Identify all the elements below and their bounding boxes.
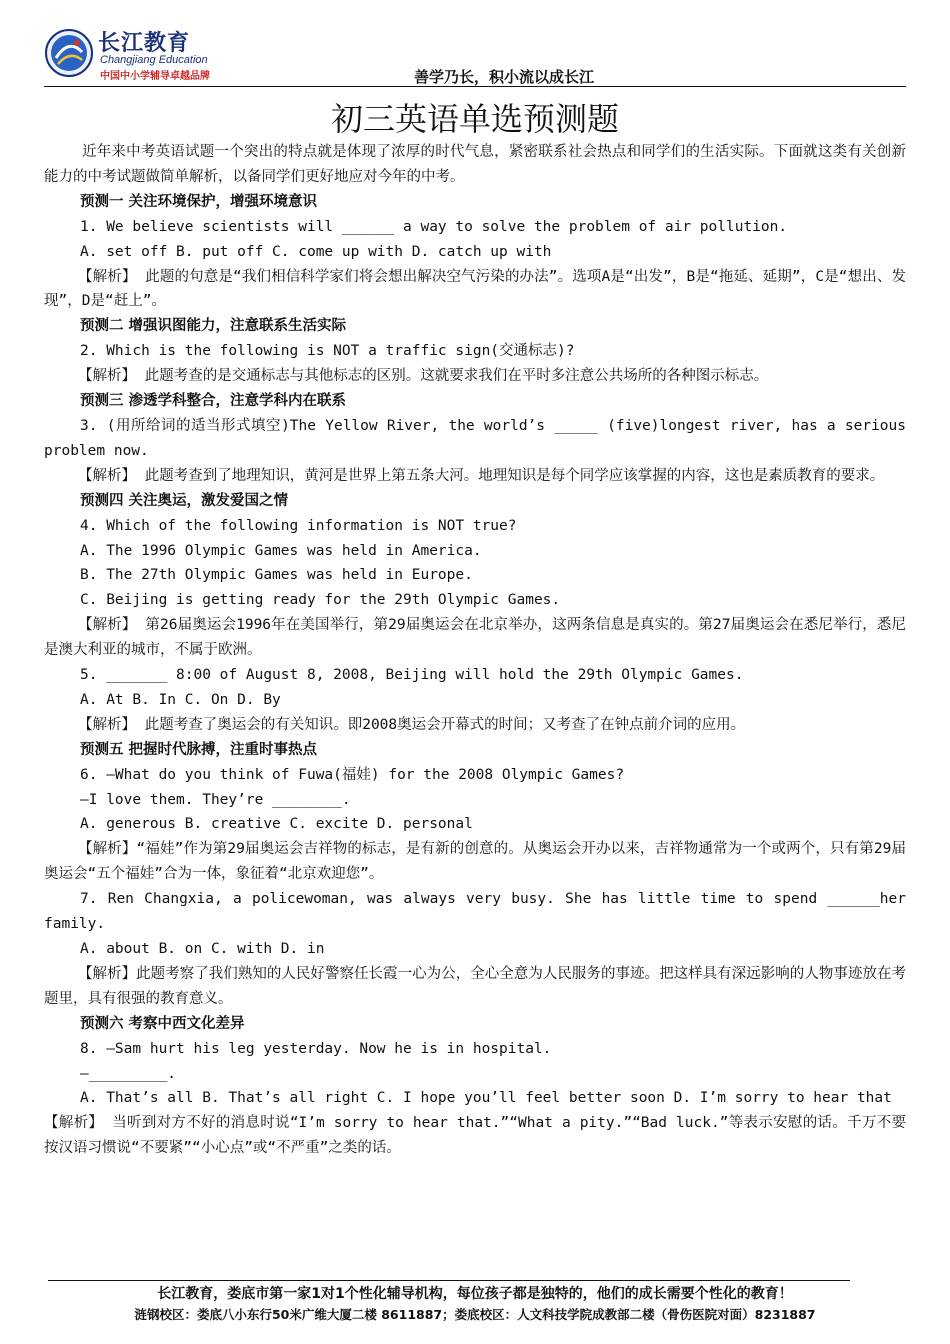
question-2: 2. Which is the following is NOT a traffic sign(交通标志)? [80, 343, 575, 360]
logo-english-name: Changjiang Education [100, 54, 208, 66]
page-title: 初三英语单选预测题 [330, 100, 619, 138]
question-6: 6. —What do you think of Fuwa(福娃) for the 2008 Olympic Games? [80, 766, 625, 783]
section-heading-6: 预测六 考察中西文化差异 [80, 1015, 245, 1032]
question-7: 7. Ren Changxia, a policewoman, was always very busy. She has little time to spend ______her family. [44, 891, 906, 933]
question-5: 5. _______ 8:00 of August 8, 2008, Beijing will hold the 29th Olympic Games. [80, 667, 744, 684]
question-7-options: A. about B. on C. with D. in [80, 941, 325, 957]
question-5-options: A. At B. In C. On D. By [80, 691, 281, 708]
question-1-options: A. set off B. put off C. come up with D. catch up with [80, 243, 552, 260]
analysis-8: 【解析】 当听到对方不好的消息时说“I’m sorry to hear that.”“What a pity.”“Bad luck.”等表示安慰的话。千万不要按汉语习惯说“不要紧”“小心点”或“不严重”之类的话。 [44, 1115, 906, 1157]
logo-emblem-icon [44, 28, 94, 78]
analysis-3: 【解析】 此题考查到了地理知识，黄河是世界上第五条大河。地理知识是每个同学应该掌握的内容，这也是素质教育的要求。 [78, 467, 885, 484]
question-4-option-a: A. The 1996 Olympic Games was held in America. [80, 542, 482, 559]
page-header [44, 26, 910, 88]
section-heading-4: 预测四 关注奥运，激发爱国之情 [80, 492, 289, 509]
document-body [44, 140, 906, 1161]
analysis-2: 【解析】 此题考查的是交通标志与其他标志的区别。这就要求我们在平时多注意公共场所的各种图示标志。 [78, 368, 769, 385]
question-8: 8. —Sam hurt his leg yesterday. Now he is in hospital. [80, 1040, 552, 1057]
logo-chinese-name: 长江教育 [98, 31, 191, 56]
analysis-4: 【解析】 第26届奥运会1996年在美国举行，第29届奥运会在北京举办，这两条信息是真实的。第27届奥运会在悉尼举行，悉尼是澳大利亚的城市，不属于欧洲。 [44, 617, 906, 659]
logo [44, 26, 244, 82]
analysis-1: 【解析】 此题的句意是“我们相信科学家们将会想出解决空气污染的办法”。选项A是“出发”，B是“拖延、延期”，C是“想出、发现”，D是“赶上”。 [44, 268, 906, 310]
logo-slogan: 中国中小学辅导卓越品牌 [100, 71, 210, 82]
header-motto: 善学乃长，积小流以成长江 [414, 68, 595, 86]
header-divider [44, 86, 906, 87]
section-heading-3: 预测三 渗透学科整合，注意学科内在联系 [80, 393, 347, 410]
section-heading-1: 预测一 关注环境保护，增强环境意识 [80, 193, 318, 210]
question-1: 1. We believe scientists will ______ a way to solve the problem of air pollution. [80, 218, 788, 235]
analysis-6: 【解析】“福娃”作为第29届奥运会吉祥物的标志，是有新的创意的。从奥运会开办以来，吉祥物通常为一个或两个，只有第29届奥运会“五个福娃”合为一体，象征着“北京欢迎您”。 [44, 841, 906, 883]
question-4-option-b: B. The 27th Olympic Games was held in Europe. [80, 567, 473, 584]
question-8-options: A. That’s all B. That’s all right C. I hope you’ll feel better soon D. I’m sorry to hear that [80, 1090, 892, 1107]
question-4-option-c: C. Beijing is getting ready for the 29th Olympic Games. [80, 592, 561, 609]
question-4: 4. Which of the following information is NOT true? [80, 517, 517, 534]
analysis-5: 【解析】 此题考查了奥运会的有关知识。即2008奥运会开幕式的时间；又考查了在钟点前介词的应用。 [78, 716, 746, 733]
question-6-reply: —I love them. They’re ________. [80, 791, 351, 808]
footer-divider [48, 1280, 850, 1281]
question-8-reply: —_________. [80, 1065, 177, 1082]
question-6-options: A. generous B. creative C. excite D. personal [80, 816, 473, 833]
footer-addresses: 涟钢校区：娄底八小东行50米广维大厦二楼 8611887；娄底校区：人文科技学院成教部二楼（骨伤医院对面）8231887 [134, 1307, 816, 1322]
footer-slogan: 长江教育，娄底市第一家1对1个性化辅导机构，每位孩子都是独特的，他们的成长需要个性化的教育！ [157, 1286, 793, 1302]
analysis-7: 【解析】此题考察了我们熟知的人民好警察任长霞一心为公，全心全意为人民服务的事迹。把这样具有深远影响的人物事迹放在考题里，具有很强的教育意义。 [44, 965, 906, 1007]
question-3: 3. (用所给词的适当形式填空)The Yellow River, the world’s _____ (five)longest river, has a serious problem now. [44, 417, 906, 459]
intro-paragraph: 近年来中考英语试题一个突出的特点就是体现了浓厚的时代气息，紧密联系社会热点和同学们的生活实际。下面就这类有关创新能力的中考试题做简单解析，以备同学们更好地应对今年的中考。 [44, 144, 906, 185]
section-heading-2: 预测二 增强识图能力，注意联系生活实际 [80, 318, 347, 335]
section-heading-5: 预测五 把握时代脉搏，注重时事热点 [80, 741, 318, 758]
